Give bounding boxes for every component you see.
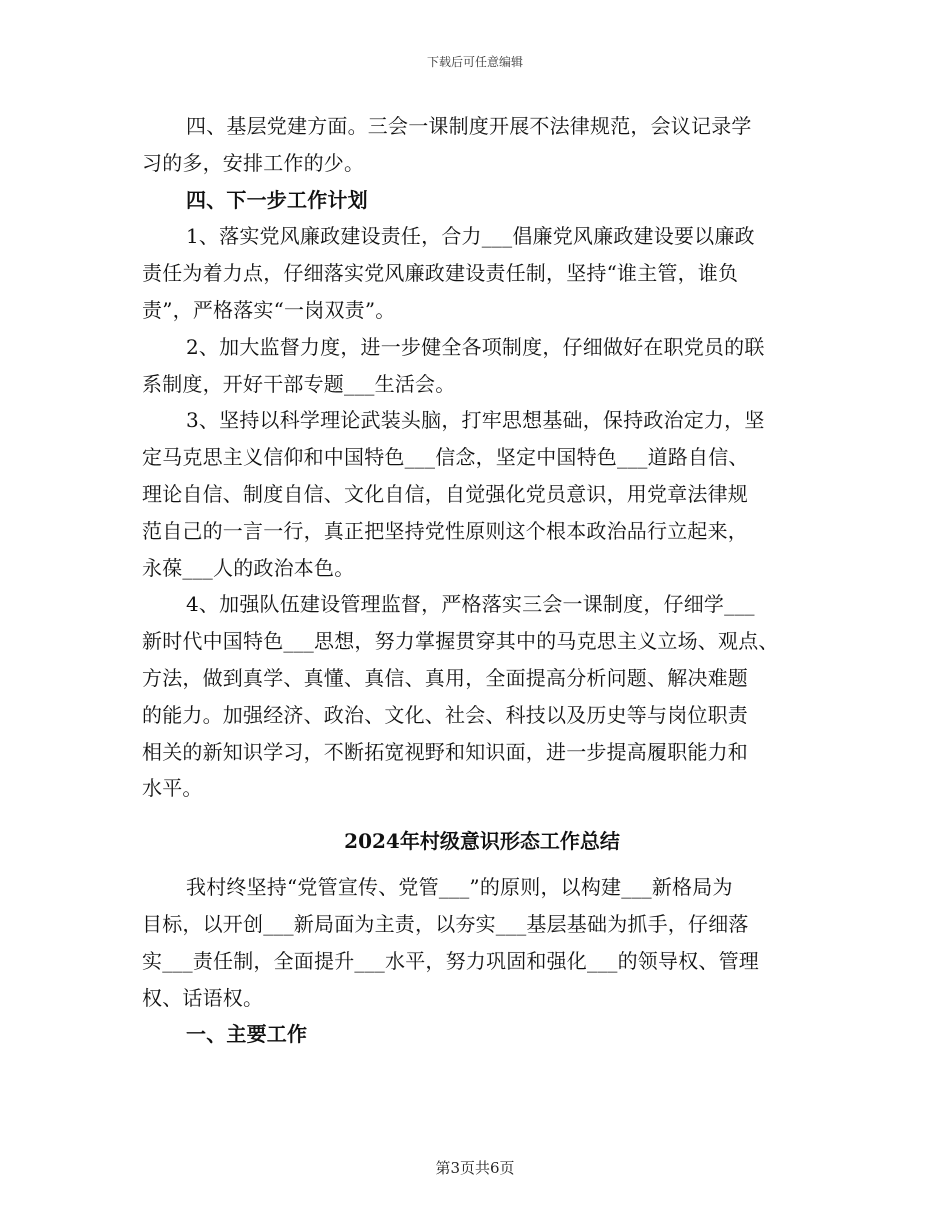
text-line: 相关的新知识学习，不断拓宽视野和知识面，进一步提高履职能力和 — [142, 739, 748, 764]
text-line: 4、加强队伍建设管理监督，严格落实三会一课制度，仔细学___ — [186, 592, 755, 617]
text-line: 习的多，安排工作的少。 — [142, 150, 365, 175]
text-line: 责”，严格落实“一岗双责”。 — [142, 297, 396, 322]
text-line: 责任为着力点，仔细落实党风廉政建设责任制，坚持“谁主管，谁负 — [142, 261, 739, 286]
text-line: 水平。 — [142, 776, 203, 801]
text-line: 永葆___人的政治本色。 — [142, 555, 355, 580]
text-line: 2、加大监督力度，进一步健全各项制度，仔细做好在职党员的联 — [186, 334, 765, 359]
text-line: 1、落实党风廉政建设责任，合力___倡廉党风廉政建设要以廉政 — [186, 224, 755, 249]
plan-item-4 — [142, 586, 822, 807]
text-line: 方法，做到真学、真懂、真信、真用，全面提高分析问题、解决难题 — [142, 665, 748, 690]
text-line: 的能力。加强经济、政治、文化、社会、科技以及历史等与岗位职责 — [142, 702, 748, 727]
text-line: 范自己的一言一行，真正把坚持党性原则这个根本政治品行立起来， — [142, 518, 748, 543]
paragraph-grassroots — [142, 108, 822, 182]
heading-text: 四、下一步工作计划 — [186, 187, 368, 212]
plan-item-3 — [142, 402, 822, 586]
plan-item-1 — [142, 218, 822, 328]
text-line: 权、话语权。 — [142, 985, 264, 1010]
section-heading-main-work — [142, 1016, 822, 1053]
page-number: 第3页共6页 — [435, 1159, 515, 1177]
document-title: 2024年村级意识形态工作总结 — [344, 829, 620, 854]
plan-item-2 — [142, 329, 822, 403]
text-line: 我村终坚持“党管宣传、党管___”的原则，以构建___新格局为 — [186, 875, 733, 900]
text-line: 新时代中国特色___思想，努力掌握贯穿其中的马克思主义立场、观点、 — [142, 629, 779, 654]
section-heading-next-plan — [142, 182, 822, 219]
text-line: 定马克思主义信仰和中国特色___信念，坚定中国特色___道路自信、 — [142, 445, 749, 470]
document-body — [142, 108, 822, 1053]
heading-text: 一、主要工作 — [186, 1022, 308, 1047]
text-line: 系制度，开好干部专题___生活会。 — [142, 371, 456, 396]
intro-paragraph — [142, 869, 822, 1016]
text-line: 3、坚持以科学理论武装头脑，打牢思想基础，保持政治定力，坚 — [186, 408, 765, 433]
text-line: 理论自信、制度自信、文化自信，自觉强化党员意识，用党章法律规 — [142, 481, 748, 506]
page-header: 下载后可任意编辑 — [426, 55, 523, 69]
text-line: 目标，以开创___新局面为主责，以夯实___基层基础为抓手，仔细落 — [142, 911, 749, 936]
text-line: 实___责任制，全面提升___水平，努力巩固和强化___的领导权、管理 — [142, 948, 759, 973]
text-line: 四、基层党建方面。三会一课制度开展不法律规范，会议记录学 — [186, 114, 752, 138]
